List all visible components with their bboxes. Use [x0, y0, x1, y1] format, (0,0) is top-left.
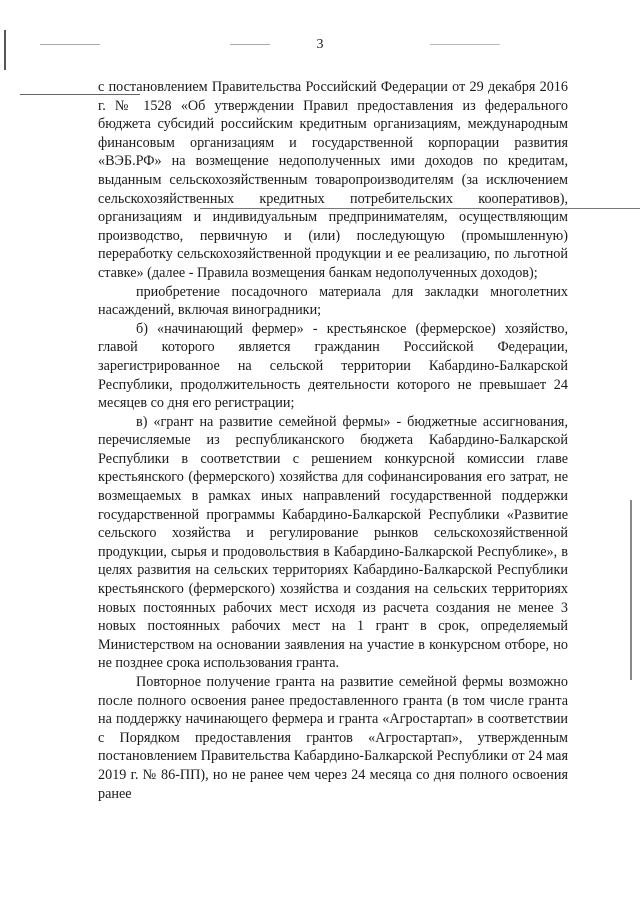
scan-artifact-right-edge: [630, 500, 632, 680]
paragraph: с постановлением Правительства Российский Федерации от 29 декабря 2016 г. № 1528 «Об утверждении Правил предоставления из федерального бюджета субсидий российским кредитным организациям, международным финансовым организациям и государственной корпорации развития «ВЭБ.РФ» на возмещение недополученных ими доходов по кредитам, выданным сельскохозяйственным товаропроизводителям (за исключением сельскохозяйственных кредитных потребительских кооперативов), организациям и индивидуальным предпринимателям, осуществляющим производство, первичную и (или) последующую (промышленную) переработку сельскохозяйственной продукции и ее реализацию, по льготной ставке» (далее - Правила возмещения банкам недополученных доходов);: [98, 79, 568, 281]
paragraph: Повторное получение гранта на развитие семейной фермы возможно после полного освоения ранее предоставленного гранта (в том числе гранта на поддержку начинающего фермера и гранта «Агростартап» в соответствии с Порядком предоставления грантов «Агростартап», утвержденным постановлением Правительства Кабардино-Балкарской Республики от 24 мая 2019 г. № 86-ПП), но не ранее чем через 24 месяца со дня полного освоения ранее: [98, 674, 568, 802]
paragraph: в) «грант на развитие семейной фермы» - бюджетные ассигнования, перечисляемые из республиканского бюджета Кабардино-Балкарской Республики в соответствии с решением конкурсной комиссии главе крестьянского (фермерского) хозяйства для софинансирования его затрат, не возмещаемых в рамках иных направлений государственной поддержки государственной программы Кабардино-Балкарской Республики «Развитие сельского хозяйства и регулирование рынков сельскохозяйственной продукции, сырья и продовольствия в Кабардино-Балкарской Республике», в целях развития на сельских территориях Кабардино-Балкарской Республики крестьянского (фермерского) хозяйства и создания на сельских территориях новых постоянных рабочих мест исходя из расчета создания не менее 3 новых постоянных рабочих мест на 1 грант в срок, определяемый Министерством на основании заявления на участие в конкурсном отборе, но не позднее срока использования гранта.: [98, 413, 568, 672]
paragraph: б) «начинающий фермер» - крестьянское (фермерское) хозяйство, главой которого является гражданин Российской Федерации, зарегистрированное на сельской территории Кабардино-Балкарской Республики, продолжительность деятельности которого не превышает 24 месяцев со дня его регистрации;: [98, 320, 568, 412]
paragraph: приобретение посадочного материала для закладки многолетних насаждений, включая виноградники;: [98, 283, 568, 319]
page-number: 3: [316, 37, 324, 52]
document-body: [98, 78, 568, 803]
